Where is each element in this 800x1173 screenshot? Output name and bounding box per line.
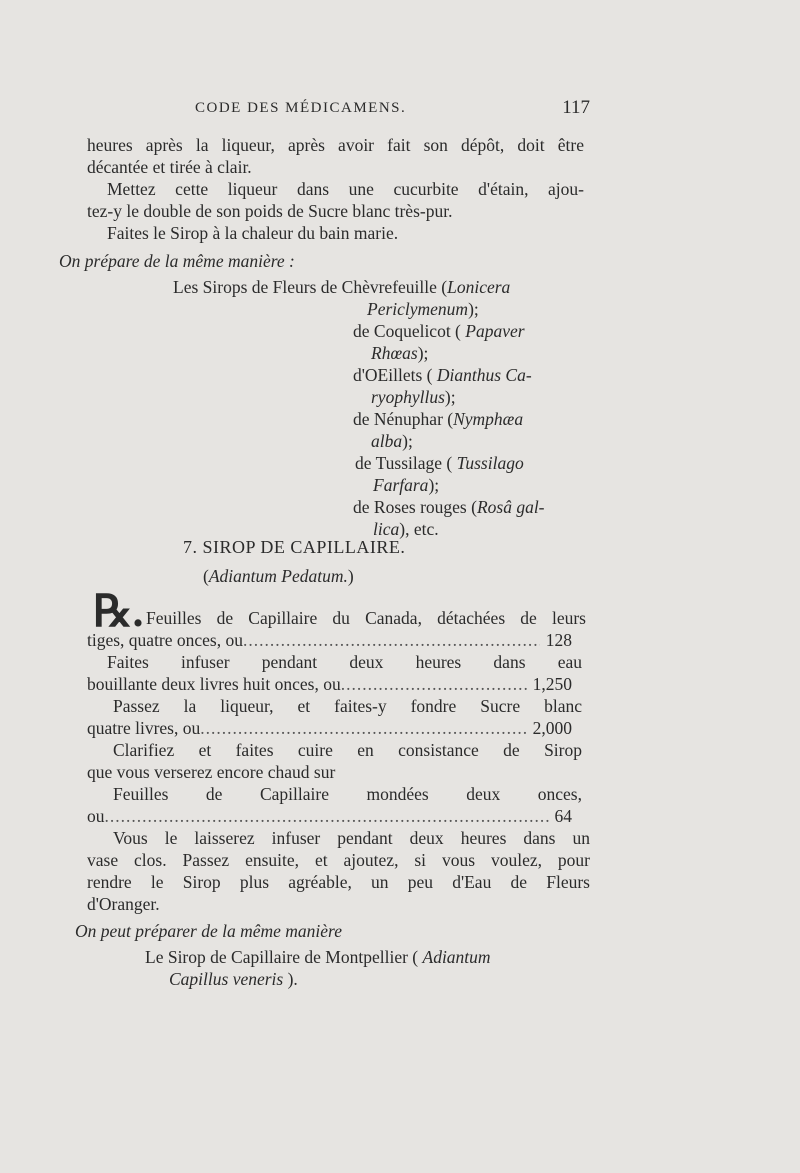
leader-dots bbox=[105, 808, 549, 826]
section-title: 7. SIROP DE CAPILLAIRE. bbox=[183, 537, 406, 557]
latin-name: Tussilago bbox=[456, 453, 524, 473]
syrup-text: de Tussilage ( bbox=[355, 453, 457, 473]
latin-name: Adiantum Pedatum. bbox=[208, 566, 348, 586]
syrup-text: d'OEillets ( bbox=[353, 365, 437, 385]
prep-heading-1: On prépare de la même manière : bbox=[59, 251, 295, 271]
syrup-text: ), etc. bbox=[399, 519, 439, 539]
quantity-value: 1,250 bbox=[532, 674, 572, 694]
latin-name: ryophyllus bbox=[371, 387, 445, 407]
paren-open: ( bbox=[203, 566, 209, 586]
syrup-list-line-7 bbox=[353, 411, 523, 429]
intro-line-5: Faites le Sirop à la chaleur du bain marie. bbox=[107, 223, 399, 243]
syrup-list-line-3 bbox=[353, 323, 525, 341]
syrup-text: ). bbox=[287, 969, 298, 989]
syrup-text: Le Sirop de Capillaire de Montpellier ( bbox=[145, 947, 419, 967]
recipe-line-14: d'Oranger. bbox=[87, 894, 160, 914]
syrup-text: ); bbox=[402, 431, 413, 451]
latin-name: Farfara bbox=[373, 475, 429, 495]
latin-name: Papaver bbox=[465, 321, 525, 341]
recipe-symbol: ℞. bbox=[93, 587, 144, 636]
recipe-line-1: Feuilles de Capillaire du Canada, détachées de leurs bbox=[146, 608, 586, 628]
recipe-line-12: vase clos. Passez ensuite, et ajoutez, si vous voulez, pour bbox=[87, 850, 590, 870]
syrup-list-line-11 bbox=[353, 499, 545, 517]
recipe-line-2 bbox=[87, 632, 572, 650]
latin-name: lica bbox=[373, 519, 400, 539]
syrup-list-line-12 bbox=[373, 521, 439, 539]
latin-name: Lonicera bbox=[447, 277, 511, 297]
syrup-list-line-9 bbox=[355, 455, 524, 473]
paren-close: ) bbox=[347, 566, 354, 586]
syrup-text: Les Sirops de Fleurs de Chèvrefeuille ( bbox=[173, 277, 448, 297]
recipe-line-10 bbox=[87, 808, 572, 826]
intro-line-3: Mettez cette liqueur dans une cucurbite d'étain, ajou- bbox=[107, 179, 584, 199]
syrup-text: de Nénuphar ( bbox=[353, 409, 454, 429]
recipe-text: ou bbox=[87, 806, 105, 826]
intro-line-4: tez-y le double de son poids de Sucre blanc très-pur. bbox=[87, 201, 453, 221]
leader-dots bbox=[200, 720, 526, 738]
syrup-text: de Coquelicot ( bbox=[353, 321, 466, 341]
prep2-line-2 bbox=[169, 971, 298, 989]
quantity-value: 2,000 bbox=[532, 718, 572, 738]
intro-line-2: décantée et tirée à clair. bbox=[87, 157, 252, 177]
syrup-text: ); bbox=[468, 299, 479, 319]
intro-line-1: heures après la liqueur, après avoir fait son dépôt, doit être bbox=[87, 135, 584, 155]
latin-name: alba bbox=[371, 431, 403, 451]
leader-dots bbox=[341, 676, 527, 694]
quantity-value: 64 bbox=[554, 806, 572, 826]
recipe-line-8: que vous verserez encore chaud sur bbox=[87, 762, 336, 782]
recipe-line-4 bbox=[87, 676, 572, 694]
recipe-text: bouillante deux livres huit onces, ou bbox=[87, 674, 341, 694]
recipe-text: tiges, quatre onces, ou bbox=[87, 630, 243, 650]
leader-dots bbox=[243, 632, 540, 650]
latin-name: Dianthus Ca- bbox=[436, 365, 532, 385]
syrup-text: ); bbox=[444, 387, 456, 407]
recipe-line-9: Feuilles de Capillaire mondées deux onces, bbox=[113, 784, 582, 804]
latin-name: Capillus veneris bbox=[169, 969, 284, 989]
recipe-line-11: Vous le laisserez infuser pendant deux heures dans un bbox=[113, 828, 590, 848]
recipe-line-13: rendre le Sirop plus agréable, un peu d'Eau de Fleurs bbox=[87, 872, 590, 892]
syrup-list-line-8 bbox=[371, 433, 413, 451]
syrup-list-line-2 bbox=[367, 301, 479, 319]
recipe-text: quatre livres, ou bbox=[87, 718, 201, 738]
syrup-text: ); bbox=[428, 475, 440, 495]
running-header bbox=[195, 97, 590, 126]
prep2-line-1 bbox=[145, 949, 491, 967]
syrup-list-line-4 bbox=[371, 345, 428, 363]
latin-name: Rhœas bbox=[371, 343, 418, 363]
page-number: 117 bbox=[562, 97, 590, 118]
prep-heading-2: On peut préparer de la même manière bbox=[75, 921, 342, 941]
syrup-list-line-6 bbox=[371, 389, 456, 407]
syrup-list-line-10 bbox=[373, 477, 439, 495]
quantity-value: 128 bbox=[545, 630, 572, 650]
recipe-line-7: Clarifiez et faites cuire en consistance de Sirop bbox=[113, 740, 582, 760]
running-title: CODE DES MÉDICAMENS. bbox=[195, 100, 407, 116]
syrup-text: de Roses rouges ( bbox=[353, 497, 477, 517]
latin-name: Nymphæa bbox=[453, 409, 524, 429]
recipe-line-6 bbox=[87, 720, 572, 738]
latin-name: Periclymenum bbox=[367, 299, 469, 319]
syrup-list-line-1 bbox=[173, 279, 510, 297]
section-subtitle bbox=[203, 568, 354, 586]
latin-name: Rosâ gal- bbox=[476, 497, 545, 517]
recipe-line-3: Faites infuser pendant deux heures dans eau bbox=[107, 652, 582, 672]
recipe-line-5: Passez la liqueur, et faites-y fondre Sucre blanc bbox=[113, 696, 582, 716]
syrup-text: ); bbox=[417, 343, 429, 363]
latin-name: Adiantum bbox=[422, 947, 491, 967]
syrup-list-line-5 bbox=[353, 367, 532, 385]
